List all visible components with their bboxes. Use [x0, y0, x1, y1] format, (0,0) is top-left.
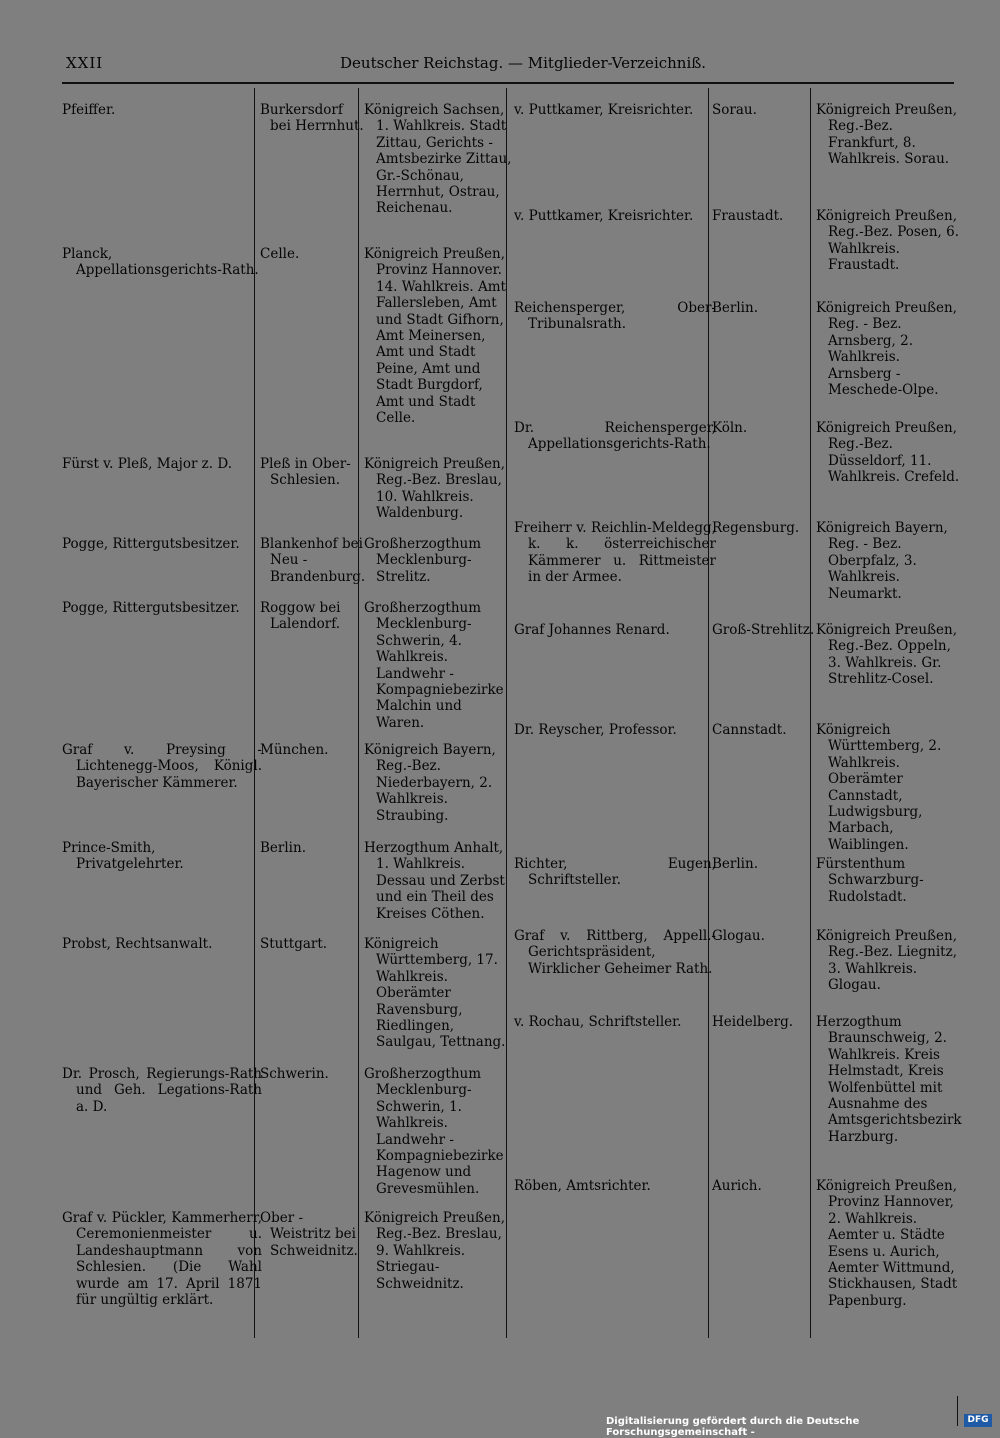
member-name: Richter, Eugen, Schriftsteller.	[514, 856, 716, 889]
member-district: Herzogthum Anhalt, 1. Wahlkreis. Dessau und Zerbst und ein Theil des Kreises Cöthen.	[364, 840, 505, 922]
member-district: Königreich Preußen, Reg.-Bez. Liegnitz, 3. Wahlkreis. Glogau.	[816, 928, 958, 994]
member-name: Fürst v. Pleß, Major z. D.	[62, 456, 233, 472]
column-divider	[358, 88, 359, 1338]
member-district: Königreich Preußen, Reg.-Bez. Breslau, 9. Wahlkreis. Striegau-Schweidnitz.	[364, 1210, 506, 1292]
member-district: Königreich Sachsen, 1. Wahlkreis. Stadt Zittau, Gerichts - Amtsbezirke Zittau, Gr.-Schönau, Herrnhut, Ostrau, Reichenau.	[364, 102, 512, 217]
member-place: Fraustadt.	[712, 208, 784, 224]
member-district: Königreich Preußen, Provinz Hannover. 14. Wahlkreis. Amt Fallersleben, Amt und Stadt Gifhorn, Amt Meinersen, Amt und Stadt Peine, Amt und Stadt Burgdorf, Amt und Stadt Celle.	[364, 246, 506, 427]
member-name: Dr. Reichensperger, Appellationsgerichts-Rath.	[514, 420, 716, 453]
member-place: Heidelberg.	[712, 1014, 794, 1030]
member-district: Fürstenthum Schwarzburg-Rudolstadt.	[816, 856, 924, 905]
member-district: Königreich Preußen, Reg.-Bez. Oppeln, 3. Wahlkreis. Gr. Strehlitz-Cosel.	[816, 622, 958, 688]
member-name: Pogge, Rittergutsbesitzer.	[62, 536, 240, 552]
member-place: Berlin.	[712, 856, 758, 872]
member-district: Großherzogthum Mecklenburg-Schwerin, 4. Wahlkreis. Landwehr - Kompagniebezirke Malchin und Waren.	[364, 600, 504, 731]
member-district: Großherzogthum Mecklenburg-Strelitz.	[364, 536, 482, 585]
member-district: Königreich Preußen, Reg.-Bez. Breslau, 10. Wahlkreis. Waldenburg.	[364, 456, 506, 522]
member-name: Planck, Appellationsgerichts-Rath.	[62, 246, 259, 279]
member-district: Königreich Preußen, Reg.-Bez. Düsseldorf, 11. Wahlkreis. Crefeld.	[816, 420, 960, 486]
member-name: Dr. Reyscher, Professor.	[514, 722, 677, 738]
member-place: Glogau.	[712, 928, 765, 944]
member-district: Königreich Preußen, Reg.-Bez. Frankfurt, 8. Wahlkreis. Sorau.	[816, 102, 958, 168]
column-divider	[810, 88, 811, 1338]
member-name: Graf v. Rittberg, Appell.-Gerichtspräsident, Wirklicher Geheimer Rath.	[514, 928, 716, 977]
member-name: Röben, Amtsrichter.	[514, 1178, 651, 1194]
member-name: Dr. Prosch, Regierungs-Rath und Geh. Legations-Rath a. D.	[62, 1066, 262, 1115]
member-place: Köln.	[712, 420, 748, 436]
member-name: Pfeiffer.	[62, 102, 116, 118]
member-name: Freiherr v. Reichlin-Meldegg, k. k. österreichischer Kämmerer u. Rittmeister in der Armee.	[514, 520, 716, 586]
member-place: Burkersdorf bei Herrnhut.	[260, 102, 364, 135]
member-name: v. Puttkamer, Kreisrichter.	[514, 208, 694, 224]
member-district: Königreich Preußen, Provinz Hannover, 2. Wahlkreis. Aemter u. Städte Esens u. Aurich, Aemter Wittmund, Stickhausen, Stadt Papenburg.	[816, 1178, 958, 1309]
member-name: Graf v. Pückler, Kammerherr, Ceremonienmeister u. Landeshauptmann von Schlesien. (Die Wahl wurde am 17. April 1871 für ungültig erklärt.	[62, 1210, 262, 1309]
member-place: München.	[260, 742, 329, 758]
member-name: Graf v. Preysing - Lichtenegg-Moos, Königl. Bayerischer Kämmerer.	[62, 742, 262, 791]
page-title: Deutscher Reichstag. — Mitglieder-Verzeichniß.	[340, 54, 707, 72]
member-name: v. Puttkamer, Kreisrichter.	[514, 102, 694, 118]
member-district: Herzogthum Braunschweig, 2. Wahlkreis. Kreis Helmstadt, Kreis Wolfenbüttel mit Ausnahme des Amtsgerichtsbezirk Harzburg.	[816, 1014, 962, 1145]
member-district: Königreich Preußen, Reg. - Bez. Arnsberg, 2. Wahlkreis. Arnsberg - Meschede-Olpe.	[816, 300, 958, 399]
member-name: Reichensperger, Ober-Tribunalsrath.	[514, 300, 716, 333]
member-name: Graf Johannes Renard.	[514, 622, 670, 638]
member-place: Sorau.	[712, 102, 757, 118]
member-place: Berlin.	[712, 300, 758, 316]
member-place: Groß-Strehlitz.	[712, 622, 815, 638]
page-number: XXII	[66, 54, 104, 72]
member-district: Königreich Württemberg, 2. Wahlkreis. Oberämter Cannstadt, Ludwigsburg, Marbach, Waiblingen.	[816, 722, 942, 853]
member-name: Pogge, Rittergutsbesitzer.	[62, 600, 240, 616]
member-place: Schwerin.	[260, 1066, 329, 1082]
header-rule	[62, 82, 954, 84]
member-name: v. Rochau, Schriftsteller.	[514, 1014, 682, 1030]
member-place: Stuttgart.	[260, 936, 328, 952]
member-district: Königreich Bayern, Reg. - Bez. Oberpfalz, 3. Wahlkreis. Neumarkt.	[816, 520, 948, 602]
member-place: Pleß in Ober-Schlesien.	[260, 456, 351, 489]
member-place: Celle.	[260, 246, 300, 262]
member-name: Probst, Rechtsanwalt.	[62, 936, 213, 952]
footer-credit: Digitalisierung gefördert durch die Deutsche Forschungsgemeinschaft -	[606, 1416, 860, 1438]
member-place: Aurich.	[712, 1178, 762, 1194]
member-place: Blankenhof bei Neu - Brandenburg.	[260, 536, 366, 585]
member-district: Königreich Preußen, Reg.-Bez. Posen, 6. Wahlkreis. Fraustadt.	[816, 208, 959, 274]
member-place: Cannstadt.	[712, 722, 787, 738]
member-place: Ober - Weistritz bei Schweidnitz.	[260, 1210, 358, 1259]
member-district: Königreich Württemberg, 17. Wahlkreis. Oberämter Ravensburg, Riedlingen, Saulgau, Tettnang.	[364, 936, 506, 1051]
member-place: Roggow bei Lalendorf.	[260, 600, 341, 633]
member-district: Großherzogthum Mecklenburg-Schwerin, 1. Wahlkreis. Landwehr - Kompagniebezirke Hagenow und Grevesmühlen.	[364, 1066, 504, 1197]
dfg-logo: DFG	[964, 1414, 992, 1427]
member-place: Regensburg.	[712, 520, 800, 536]
member-name: Prince-Smith, Privatgelehrter.	[62, 840, 184, 873]
member-place: Berlin.	[260, 840, 306, 856]
column-divider	[708, 88, 709, 1338]
member-district: Königreich Bayern, Reg.-Bez. Niederbayern, 2. Wahlkreis. Straubing.	[364, 742, 496, 824]
